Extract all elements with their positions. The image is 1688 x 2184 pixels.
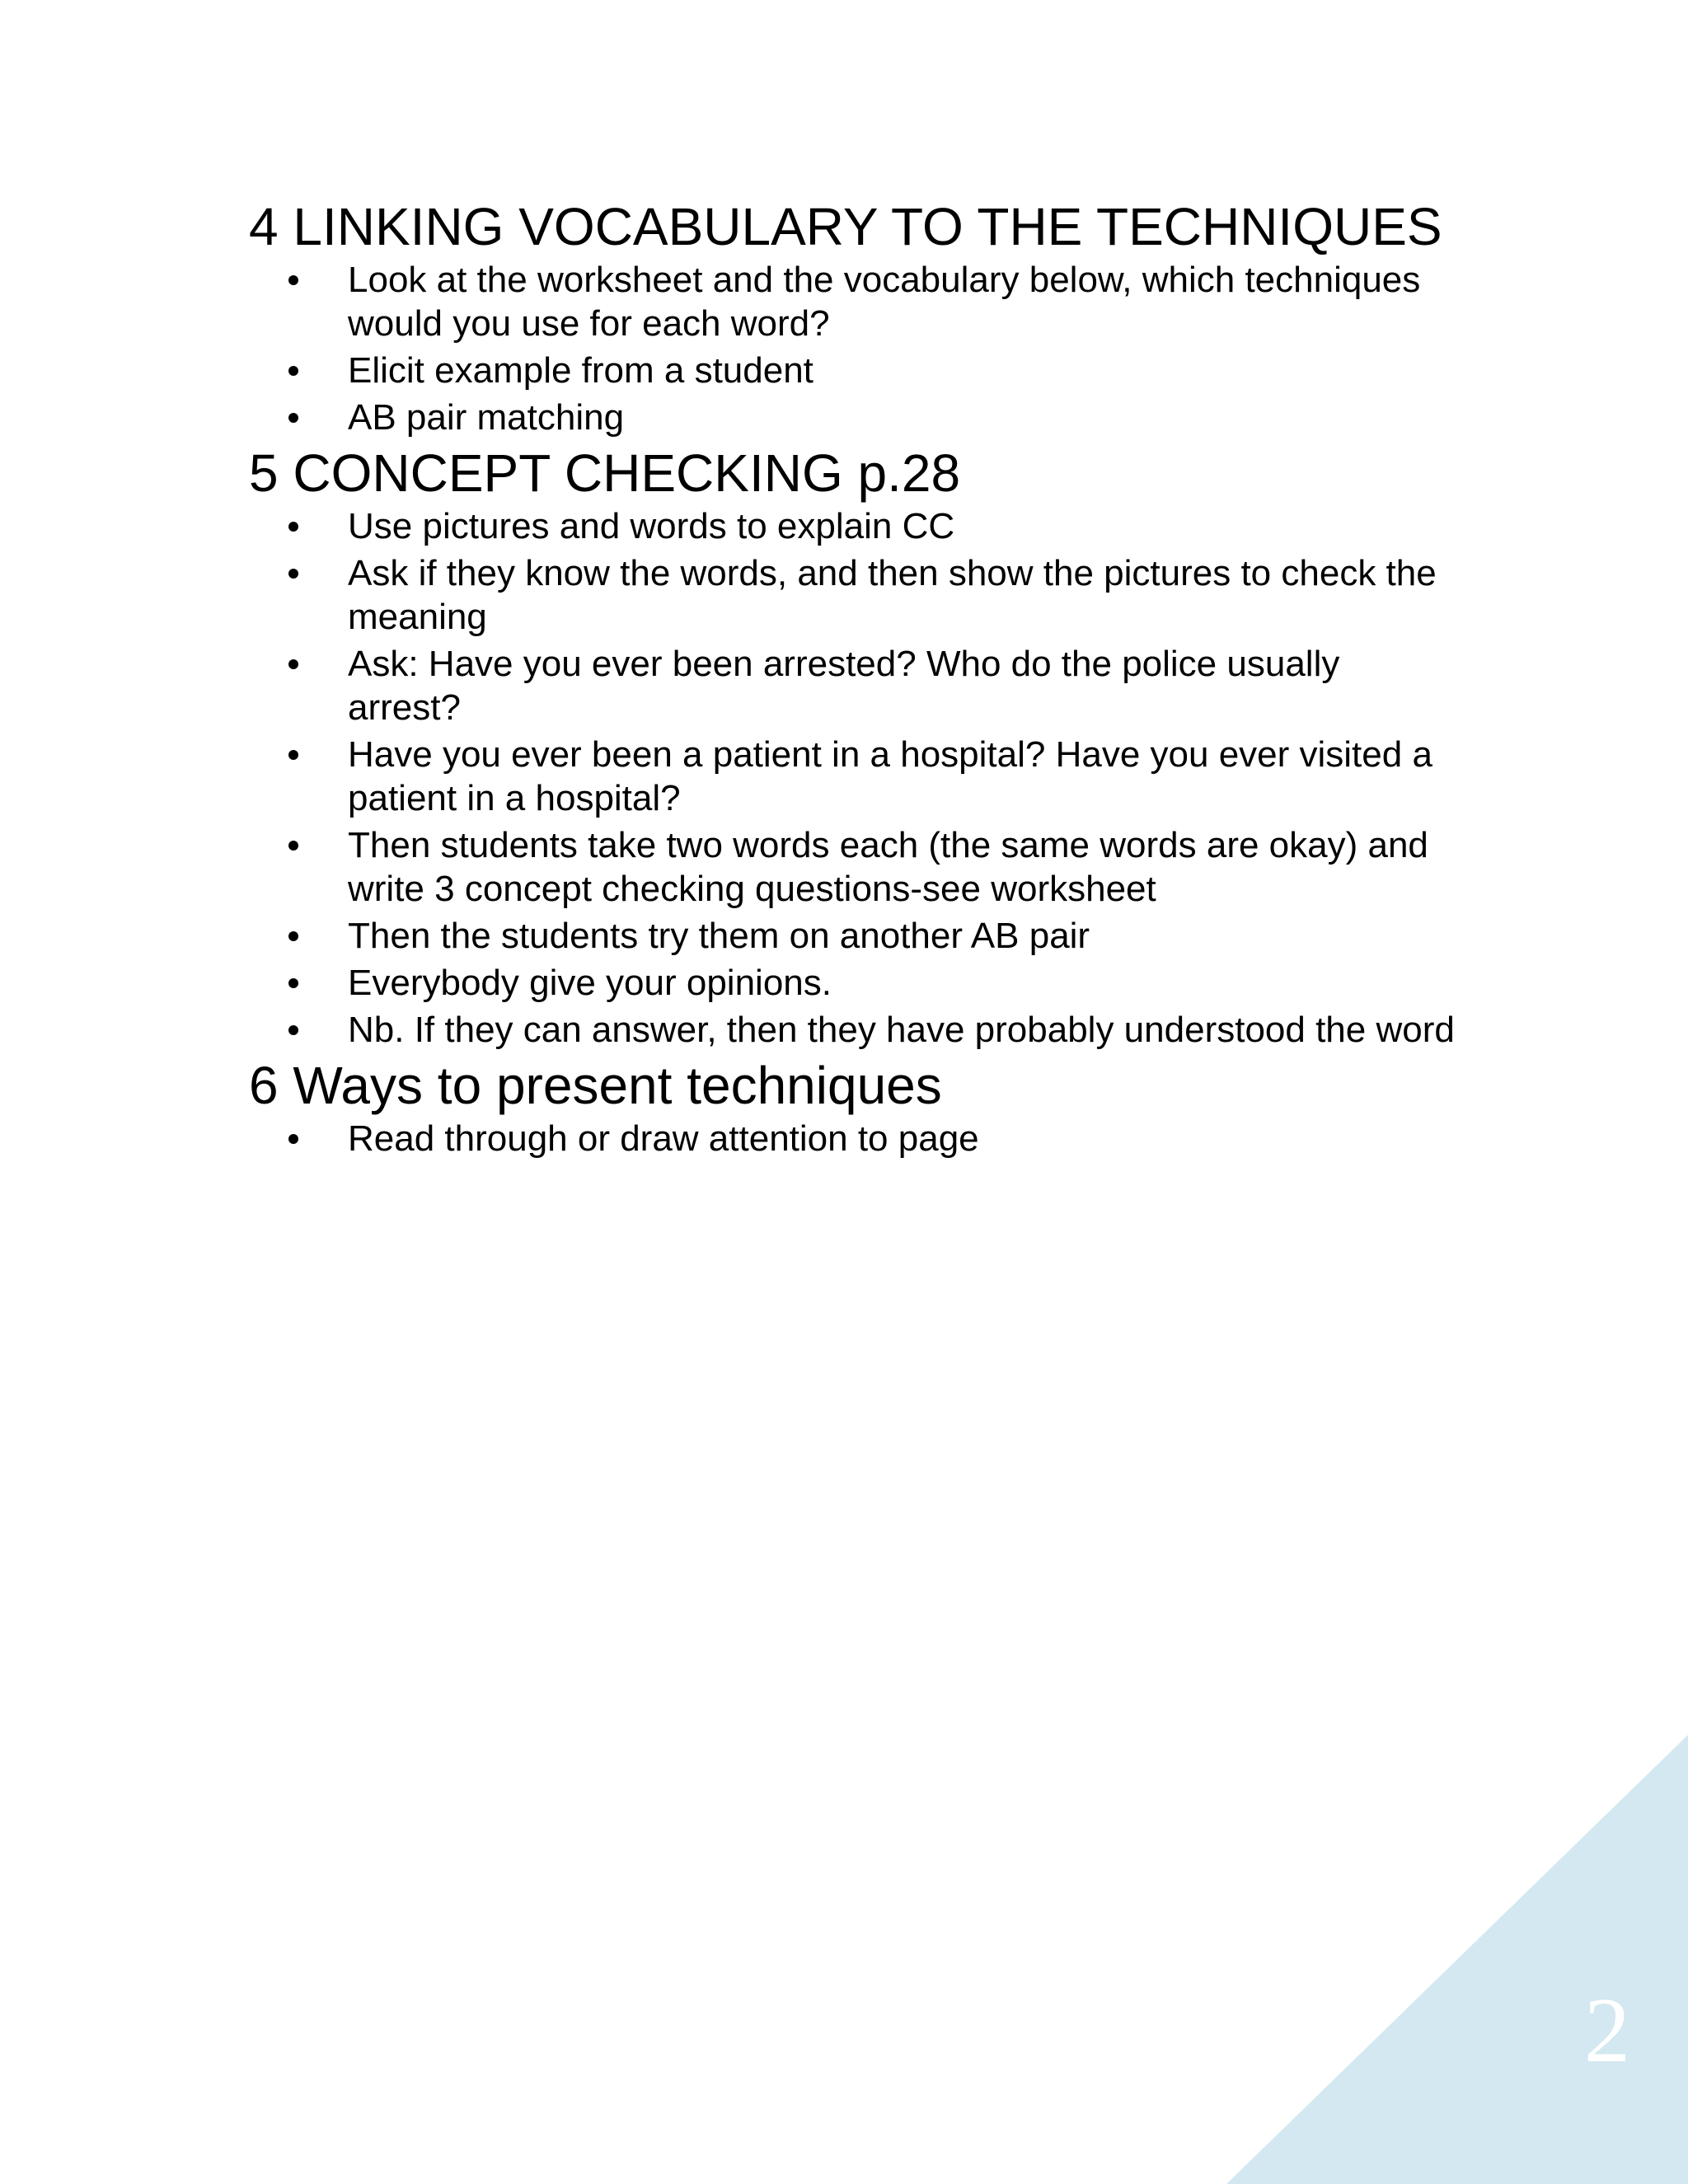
list-item: Read through or draw attention to page (348, 1117, 1461, 1160)
bullet-list-ways-to-present (249, 1117, 1461, 1160)
section-heading-linking-vocabulary: 4 LINKING VOCABULARY TO THE TECHNIQUES (249, 197, 1442, 256)
section-heading-concept-checking: 5 CONCEPT CHECKING p.28 (249, 443, 961, 503)
corner-triangle-decoration (1226, 1735, 1688, 2184)
list-item: Then the students try them on another AB pair (348, 914, 1461, 958)
bullet-list-concept-checking (249, 504, 1461, 1052)
list-item: Elicit example from a student (348, 349, 1461, 392)
list-item: Then students take two words each (the same words are okay) and write 3 concept checking questions-see worksheet (348, 823, 1461, 911)
list-item: Have you ever been a patient in a hospital? Have you ever visited a patient in a hospital? (348, 733, 1461, 820)
list-item: Use pictures and words to explain CC (348, 504, 1461, 548)
list-item: Ask if they know the words, and then show the pictures to check the meaning (348, 551, 1461, 639)
list-item: Look at the worksheet and the vocabulary below, which techniques would you use for each word? (348, 258, 1461, 345)
list-item: Nb. If they can answer, then they have probably understood the word (348, 1008, 1461, 1052)
list-item: AB pair matching (348, 396, 1461, 439)
page-number: 2 (1584, 1980, 1630, 2082)
bullet-list-linking-vocabulary (249, 258, 1461, 439)
section-heading-ways-to-present: 6 Ways to present techniques (249, 1056, 942, 1115)
list-item: Everybody give your opinions. (348, 961, 1461, 1005)
document-body (249, 196, 1461, 1164)
list-item: Ask: Have you ever been arrested? Who do the police usually arrest? (348, 642, 1461, 729)
